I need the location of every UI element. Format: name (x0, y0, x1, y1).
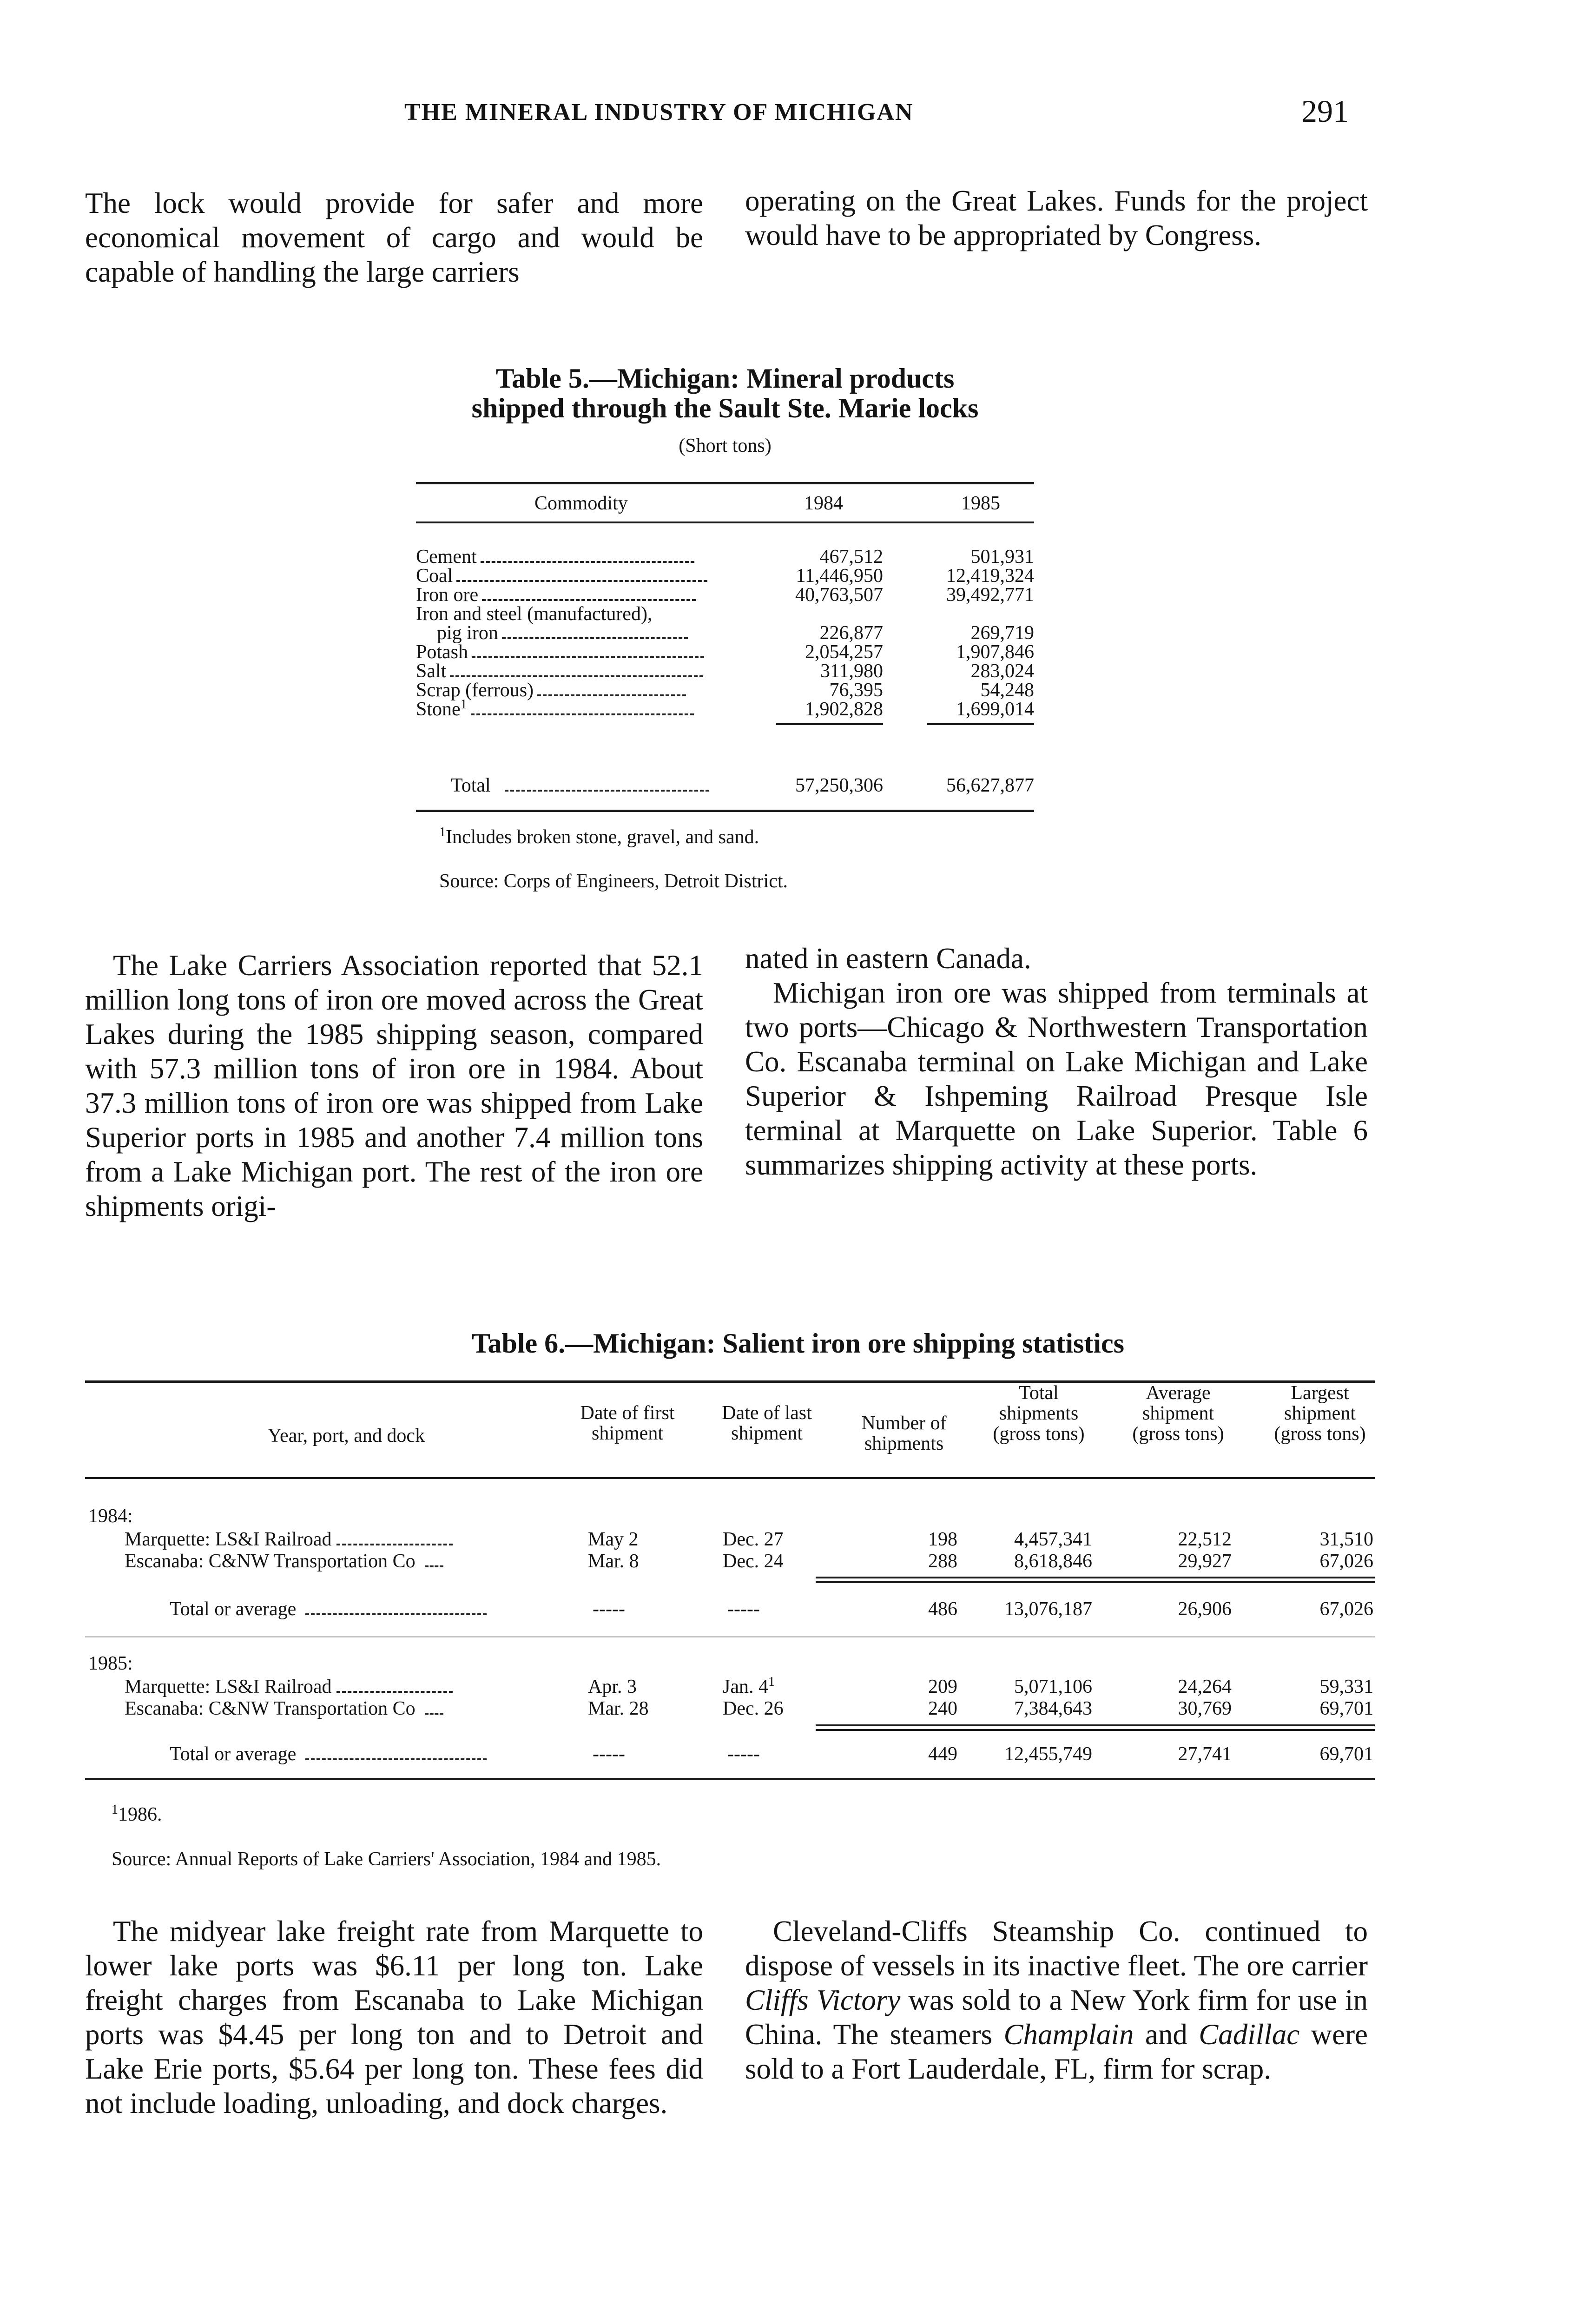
row-label: Escanaba: C&NW Transportation Co (125, 1698, 415, 1719)
bottom-left-column (85, 1914, 703, 2120)
leader-dots (425, 1564, 443, 1567)
cell-1984: 226,877 (819, 622, 883, 644)
table6-title: Table 6.—Michigan: Salient iron ore shipping statistics (471, 1328, 1125, 1359)
middle-right-column (745, 941, 1368, 1182)
cell-total: 5,071,106 (1014, 1676, 1092, 1697)
table5-title-line2: shipped through the Sault Ste. Marie locks (471, 393, 979, 423)
table-row (416, 605, 652, 624)
table-row (125, 1529, 453, 1550)
table6-sum-rule-1984 (816, 1577, 1375, 1578)
footnote-marker: 1 (439, 825, 446, 839)
table6-bottom-rule (85, 1778, 1375, 1780)
running-header: THE MINERAL INDUSTRY OF MICHIGAN (404, 99, 914, 125)
cell-first: ----- (593, 1598, 625, 1620)
leader-dots (336, 1689, 453, 1693)
row-label: Coal (416, 565, 453, 587)
table6-source: Source: Annual Reports of Lake Carriers' Association, 1984 and 1985. (112, 1849, 661, 1870)
cell-1984: 311,980 (820, 660, 883, 682)
cell-first: Mar. 8 (588, 1551, 639, 1572)
row-label: pig iron (437, 622, 498, 644)
cell-last-text: Dec. 27 (723, 1529, 784, 1550)
cell-average: 22,512 (1178, 1529, 1232, 1550)
table5-top-rule (416, 482, 1034, 484)
table5-bottom-rule (416, 810, 1034, 812)
page-number: 291 (1301, 93, 1349, 129)
table5-header-1985: 1985 (961, 493, 1000, 514)
table6-total-row-1984 (170, 1599, 487, 1619)
row-label: Iron ore (416, 584, 479, 606)
cell-largest: 67,026 (1319, 1598, 1373, 1620)
row-label: Iron and steel (manufactured), (416, 603, 653, 625)
cell-count: 486 (928, 1598, 957, 1620)
row-label: Total or average (170, 1743, 297, 1765)
table6-header-last: Date of last shipment (722, 1402, 812, 1444)
leader-dots (482, 597, 696, 601)
leader-dots (305, 1611, 487, 1615)
table6-sum-rule-1985 (816, 1724, 1375, 1726)
leader-dots (450, 673, 703, 677)
leader-dots (425, 1711, 443, 1715)
cell-average: 29,927 (1178, 1551, 1232, 1572)
cell-count: 288 (928, 1551, 957, 1572)
table6-footnote (112, 1803, 162, 1826)
cell-1985: 56,627,877 (946, 775, 1034, 796)
cell-largest: 31,510 (1319, 1529, 1373, 1550)
table6-header-total: Total shipments (gross tons) (993, 1382, 1085, 1445)
middle-left-text: The Lake Carriers Association reported that 52.1 million long tons of iron ore moved across the Great Lakes during the 1985 shipping season, compared with 57.3 million tons of iron ore in 1984. About 37.3 million tons of iron ore was shipped from Lake Superior ports in 1985 and another 7.4 million tons from a Lake Michigan port. The rest of the iron ore shipments origi- (85, 949, 703, 1222)
cell-average: 27,741 (1178, 1743, 1232, 1765)
cell-1985: 1,699,014 (956, 699, 1034, 720)
cell-last-text: Dec. 26 (723, 1698, 784, 1719)
leader-dots (502, 635, 688, 639)
table6-header-count: Number of shipments (861, 1413, 947, 1454)
table5-unit: (Short tons) (679, 435, 772, 456)
row-label: Escanaba: C&NW Transportation Co (125, 1551, 415, 1572)
year-label-1985: 1985: (88, 1653, 133, 1674)
cell-first: May 2 (588, 1529, 639, 1550)
intro-left-column (85, 186, 703, 289)
cell-last (723, 1698, 784, 1719)
row-label: Salt (416, 660, 447, 682)
middle-right-text-1: nated in eastern Canada. (745, 942, 1031, 975)
bottom-right-text (745, 1914, 1368, 2086)
table5-sum-rule-1985 (927, 723, 1034, 725)
intro-right-text: operating on the Great Lakes. Funds for the project would have to be appropriated by Congress. (745, 185, 1368, 251)
cell-last: ----- (727, 1743, 760, 1765)
cell-average: 24,264 (1178, 1676, 1232, 1697)
footnote-marker: 1 (768, 1675, 775, 1689)
cell-count: 198 (928, 1529, 957, 1550)
cell-1984: 467,512 (819, 546, 883, 568)
leader-dots (481, 559, 694, 563)
footnote-marker: 1 (112, 1802, 118, 1817)
table5-total-row (451, 776, 709, 795)
cell-1985: 283,024 (970, 660, 1034, 682)
cell-last (723, 1529, 784, 1550)
cell-count: 209 (928, 1676, 957, 1697)
table-row (416, 567, 707, 586)
cell-largest: 69,701 (1319, 1698, 1373, 1719)
cell-1984: 57,250,306 (795, 775, 883, 796)
row-label: Stone (416, 699, 461, 720)
leader-dots (456, 578, 707, 582)
table5-sum-rule-1984 (776, 723, 883, 725)
text-run: Cleveland-Cliffs Steamship Co. continued to dispose of vessels in its inactive fleet. The ore carrier (745, 1915, 1368, 1982)
cell-average: 26,906 (1178, 1598, 1232, 1620)
leader-dots (505, 788, 709, 792)
row-label: Cement (416, 546, 477, 568)
table-row (125, 1677, 453, 1697)
bottom-left-text: The midyear lake freight rate from Marquette to lower lake ports was $6.11 per long ton. Lake freight charges from Escanaba to Lake Michigan ports was $4.45 per long ton and to Detroit and Lake Erie ports, $5.64 per long ton. These fees did not include loading, unloading, and dock charges. (85, 1915, 703, 2119)
table-row (416, 586, 696, 605)
cell-1985: 269,719 (970, 622, 1034, 644)
cell-last (723, 1677, 775, 1697)
year-label-1984: 1984: (88, 1505, 133, 1527)
ship-name: Cliffs Victory (745, 1984, 901, 2016)
leader-dots (471, 712, 694, 715)
table5-footnote (439, 826, 759, 848)
table-row (437, 624, 688, 643)
row-label: Marquette: LS&I Railroad (125, 1676, 332, 1697)
table-row (416, 697, 694, 720)
table-row (416, 681, 686, 700)
table5-header-rule (416, 522, 1034, 523)
intro-left-text: The lock would provide for safer and more economical movement of cargo and would be capable of handling the large carriers (85, 187, 703, 288)
table5-header-1984: 1984 (804, 493, 843, 514)
row-label: Scrap (ferrous) (416, 680, 534, 701)
footnote-text: Includes broken stone, gravel, and sand. (446, 826, 759, 848)
bottom-right-column (745, 1914, 1368, 2086)
table6-faint-divider (85, 1636, 1375, 1637)
table6-sum-rule-1985b (816, 1729, 1375, 1731)
ship-name: Cadillac (1199, 2018, 1300, 2051)
table6-sum-rule-1984b (816, 1581, 1375, 1583)
cell-last: ----- (727, 1598, 760, 1620)
cell-1984: 40,763,507 (795, 584, 883, 606)
table6-header-average: Average shipment (gross tons) (1132, 1382, 1224, 1445)
table5-title-line1: Table 5.—Michigan: Mineral products (495, 363, 955, 394)
text-run: were sold to a Fort Lauderdale, FL, firm for scrap. (745, 2018, 1368, 2085)
leader-dots (305, 1756, 487, 1760)
cell-1984: 76,395 (829, 680, 883, 701)
cell-last (723, 1551, 784, 1571)
cell-1985: 12,419,324 (946, 565, 1034, 587)
middle-right-text-2: Michigan iron ore was shipped from terminals at two ports—Chicago & Northwestern Transportation Co. Escanaba terminal on Lake Michigan and Lake Superior & Ishpeming Railroad Presque Isle terminal at Marquette on Lake Superior. Table 6 summarizes shipping activity at these ports. (745, 977, 1368, 1181)
cell-count: 240 (928, 1698, 957, 1719)
table5-header-commodity: Commodity (534, 493, 628, 514)
middle-left-column (85, 948, 703, 1223)
row-label: Marquette: LS&I Railroad (125, 1529, 332, 1550)
cell-first: Apr. 3 (588, 1676, 637, 1697)
table6-header-first: Date of first shipment (580, 1402, 675, 1444)
cell-1985: 54,248 (980, 680, 1034, 701)
table-row (125, 1698, 443, 1719)
cell-first: Mar. 28 (588, 1698, 649, 1719)
table6-header-largest: Largest shipment (gross tons) (1274, 1382, 1366, 1445)
row-label: Total or average (170, 1598, 297, 1620)
ship-name: Champlain (1003, 2018, 1134, 2051)
row-label: Potash (416, 641, 468, 663)
cell-largest: 69,701 (1319, 1743, 1373, 1765)
footnote-text: 1986. (118, 1804, 162, 1825)
cell-average: 30,769 (1178, 1698, 1232, 1719)
cell-largest: 67,026 (1319, 1551, 1373, 1572)
cell-total: 8,618,846 (1014, 1551, 1092, 1572)
cell-1984: 2,054,257 (805, 641, 883, 663)
row-label: Total (451, 775, 491, 796)
leader-dots (336, 1542, 453, 1545)
cell-total: 12,455,749 (1004, 1743, 1092, 1765)
table5-source: Source: Corps of Engineers, Detroit District. (439, 871, 788, 892)
table6-total-row-1985 (170, 1744, 487, 1764)
cell-last-text: Jan. 4 (723, 1676, 768, 1697)
table-row (125, 1551, 443, 1571)
cell-count: 449 (928, 1743, 957, 1765)
intro-right-column (745, 184, 1368, 252)
table-row (416, 548, 694, 567)
table-row (416, 643, 704, 662)
leader-dots (537, 693, 686, 696)
table6-header-rule (85, 1477, 1375, 1479)
cell-total: 7,384,643 (1014, 1698, 1092, 1719)
cell-1985: 39,492,771 (946, 584, 1034, 606)
cell-total: 4,457,341 (1014, 1529, 1092, 1550)
cell-1985: 501,931 (970, 546, 1034, 568)
table6-header-port: Year, port, and dock (267, 1425, 425, 1446)
cell-last-text: Dec. 24 (723, 1551, 784, 1572)
leader-dots (472, 654, 704, 658)
cell-1985: 1,907,846 (956, 641, 1034, 663)
footnote-marker: 1 (460, 697, 467, 712)
cell-1984: 11,446,950 (796, 565, 883, 587)
cell-largest: 59,331 (1319, 1676, 1373, 1697)
cell-first: ----- (593, 1743, 625, 1765)
text-run: and (1145, 2018, 1187, 2051)
cell-1984: 1,902,828 (805, 699, 883, 720)
table-row (416, 662, 703, 681)
cell-total: 13,076,187 (1004, 1598, 1092, 1620)
text-run: was sold to a New York firm for use in China. The steamers (745, 1984, 1368, 2051)
